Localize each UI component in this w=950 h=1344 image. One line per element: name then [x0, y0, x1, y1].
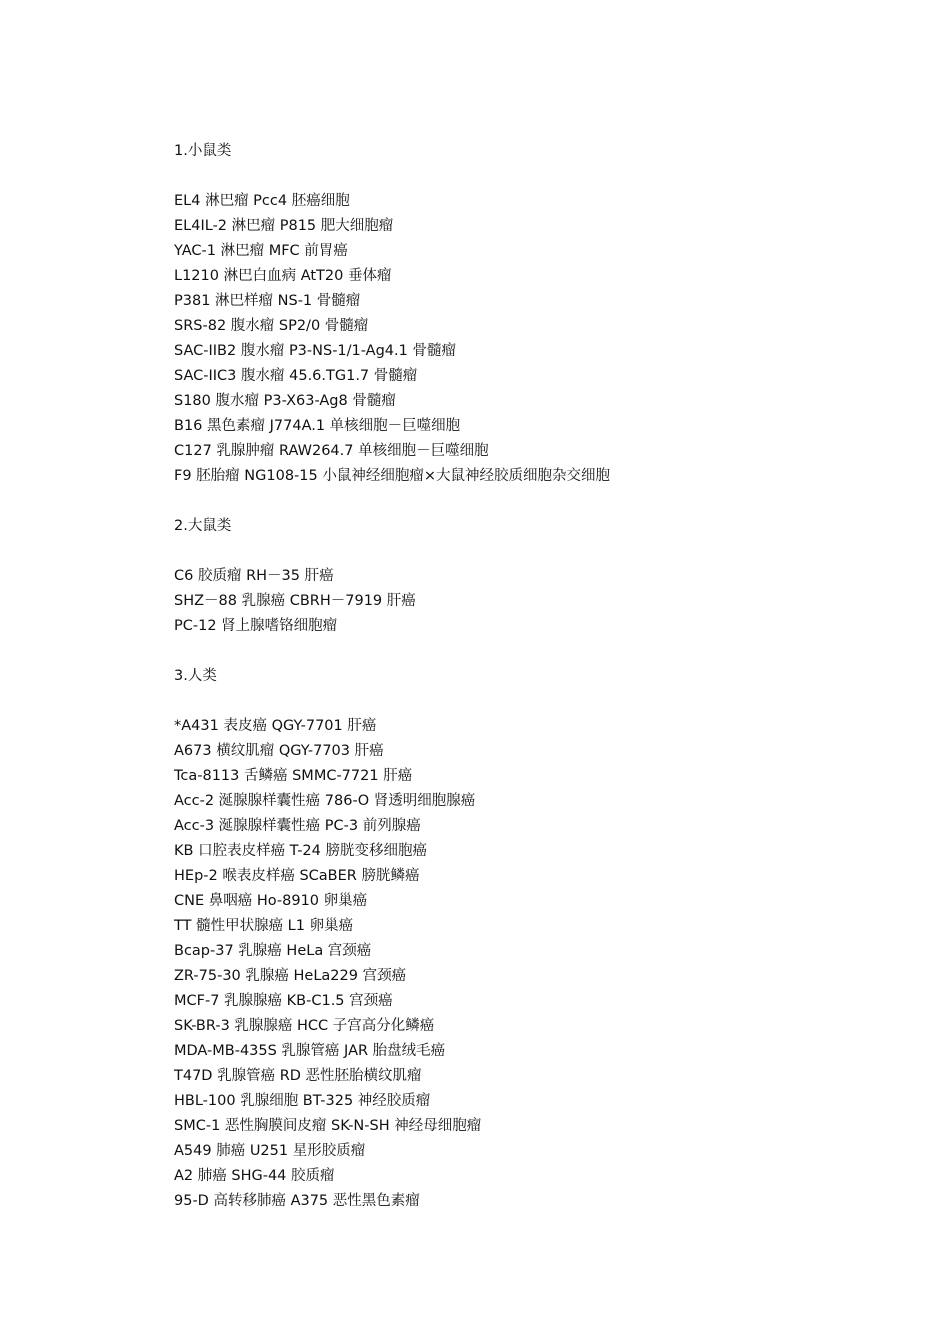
blank-line — [174, 164, 894, 189]
cell-line-entry: F9 胚胎瘤 NG108-15 小鼠神经细胞瘤×大鼠神经胶质细胞杂交细胞 — [174, 468, 610, 484]
cell-line-entry: HBL-100 乳腺细胞 BT-325 神经胶质瘤 — [174, 1093, 431, 1109]
section-human — [174, 664, 894, 1214]
cell-line-entry: ZR-75-30 乳腺癌 HeLa229 宫颈癌 — [174, 968, 407, 984]
cell-line-entry: SAC-IIC3 腹水瘤 45.6.TG1.7 骨髓瘤 — [174, 368, 418, 384]
cell-line-entry: TT 髓性甲状腺癌 L1 卵巢癌 — [174, 918, 354, 934]
document-page — [174, 139, 894, 1214]
section-heading: 3.人类 — [174, 668, 217, 684]
cell-line-entry: *A431 表皮癌 QGY-7701 肝癌 — [174, 718, 377, 734]
cell-line-entry: Acc-2 涎腺腺样囊性癌 786-O 肾透明细胞腺癌 — [174, 793, 476, 809]
cell-line-entry: C127 乳腺肿瘤 RAW264.7 单核细胞－巨噬细胞 — [174, 443, 489, 459]
cell-line-entry: SAC-IIB2 腹水瘤 P3-NS-1/1-Ag4.1 骨髓瘤 — [174, 343, 456, 359]
section-heading: 2.大鼠类 — [174, 518, 232, 534]
cell-line-entry: Acc-3 涎腺腺样囊性癌 PC-3 前列腺癌 — [174, 818, 421, 834]
section-rat — [174, 514, 894, 664]
cell-line-entry: SK-BR-3 乳腺腺癌 HCC 子宫高分化鳞癌 — [174, 1018, 435, 1034]
section-heading: 1.小鼠类 — [174, 143, 232, 159]
section-mouse — [174, 139, 894, 514]
cell-line-entry: SHZ－88 乳腺癌 CBRH－7919 肝癌 — [174, 593, 416, 609]
cell-line-entry: HEp-2 喉表皮样癌 SCaBER 膀胱鳞癌 — [174, 868, 420, 884]
cell-line-entry: MCF-7 乳腺腺癌 KB-C1.5 宫颈癌 — [174, 993, 393, 1009]
cell-line-entry: Bcap-37 乳腺癌 HeLa 宫颈癌 — [174, 943, 372, 959]
cell-line-entry: A2 肺癌 SHG-44 胶质瘤 — [174, 1168, 335, 1184]
cell-line-entry: SRS-82 腹水瘤 SP2/0 骨髓瘤 — [174, 318, 369, 334]
cell-line-entry: S180 腹水瘤 P3-X63-Ag8 骨髓瘤 — [174, 393, 396, 409]
cell-line-entry: C6 胶质瘤 RH－35 肝癌 — [174, 568, 334, 584]
cell-line-entry: YAC-1 淋巴瘤 MFC 前胃癌 — [174, 243, 348, 259]
cell-line-entry: SMC-1 恶性胸膜间皮瘤 SK-N-SH 神经母细胞瘤 — [174, 1118, 482, 1134]
cell-line-entry: 95-D 高转移肺癌 A375 恶性黑色素瘤 — [174, 1193, 420, 1209]
cell-line-entry: EL4 淋巴瘤 Pcc4 胚癌细胞 — [174, 193, 350, 209]
cell-line-entry: PC-12 肾上腺嗜铬细胞瘤 — [174, 618, 338, 634]
blank-line — [174, 539, 894, 564]
cell-line-entry: MDA-MB-435S 乳腺管癌 JAR 胎盘绒毛癌 — [174, 1043, 446, 1059]
cell-line-entry: KB 口腔表皮样癌 T-24 膀胱变移细胞癌 — [174, 843, 427, 859]
cell-line-entry: Tca-8113 舌鳞癌 SMMC-7721 肝癌 — [174, 768, 413, 784]
cell-line-entry: L1210 淋巴白血病 AtT20 垂体瘤 — [174, 268, 392, 284]
blank-line — [174, 489, 894, 514]
cell-line-entry: CNE 鼻咽癌 Ho-8910 卵巢癌 — [174, 893, 368, 909]
cell-line-entry: EL4IL-2 淋巴瘤 P815 肥大细胞瘤 — [174, 218, 394, 234]
cell-line-entry: T47D 乳腺管癌 RD 恶性胚胎横纹肌瘤 — [174, 1068, 422, 1084]
blank-line — [174, 639, 894, 664]
cell-line-entry: B16 黑色素瘤 J774A.1 单核细胞－巨噬细胞 — [174, 418, 461, 434]
cell-line-entry: A549 肺癌 U251 星形胶质瘤 — [174, 1143, 366, 1159]
cell-line-entry: P381 淋巴样瘤 NS-1 骨髓瘤 — [174, 293, 361, 309]
cell-line-entry: A673 横纹肌瘤 QGY-7703 肝癌 — [174, 743, 384, 759]
blank-line — [174, 689, 894, 714]
